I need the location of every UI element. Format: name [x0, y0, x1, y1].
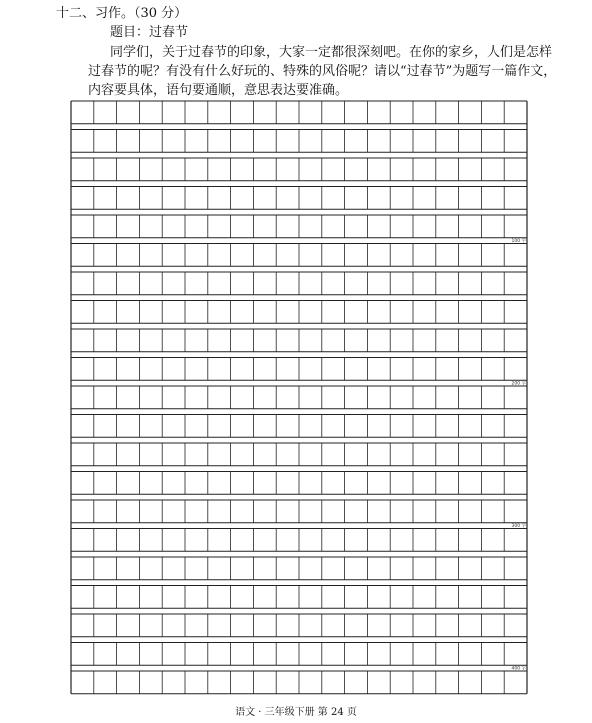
grid-row — [71, 614, 527, 637]
grid-row — [71, 386, 527, 409]
grid-row — [71, 643, 527, 666]
grid-row — [71, 215, 527, 238]
grid-row — [71, 329, 527, 352]
grid-row — [71, 130, 527, 153]
word-count-marker: 200 字 — [511, 381, 526, 387]
word-count-marker: 400 字 — [511, 666, 526, 672]
word-count-marker: 100 字 — [511, 238, 526, 244]
grid-row — [71, 358, 527, 381]
grid-row — [71, 586, 527, 609]
grid-row — [71, 158, 527, 181]
grid-row — [71, 443, 527, 466]
grid-row — [71, 272, 527, 295]
grid-row — [71, 500, 527, 523]
word-count-marker: 300 字 — [511, 523, 526, 529]
prompt-text: 同学们，关于过春节的印象，大家一定都很深刻吧。在你的家乡，人们是怎样过春节的呢？有没有什么好玩的、特殊的风俗呢？请以“过春节”为题写一篇作文，内容要具体，语句要通顺，意思表达要准确。 — [88, 45, 557, 98]
grid-row — [71, 244, 527, 267]
question-title: 十二、习作。（30 分） — [56, 6, 188, 21]
grid-row — [71, 187, 527, 210]
essay-topic: 题目：过春节 — [110, 25, 189, 40]
grid-row — [71, 301, 527, 324]
grid-row — [71, 671, 527, 694]
grid-row — [71, 529, 527, 552]
grid-row — [71, 415, 527, 438]
page-footer: 语文 · 三年级下册 第 24 页 — [235, 707, 357, 718]
grid-row — [71, 101, 527, 124]
grid-row — [71, 557, 527, 580]
grid-row — [71, 472, 527, 495]
